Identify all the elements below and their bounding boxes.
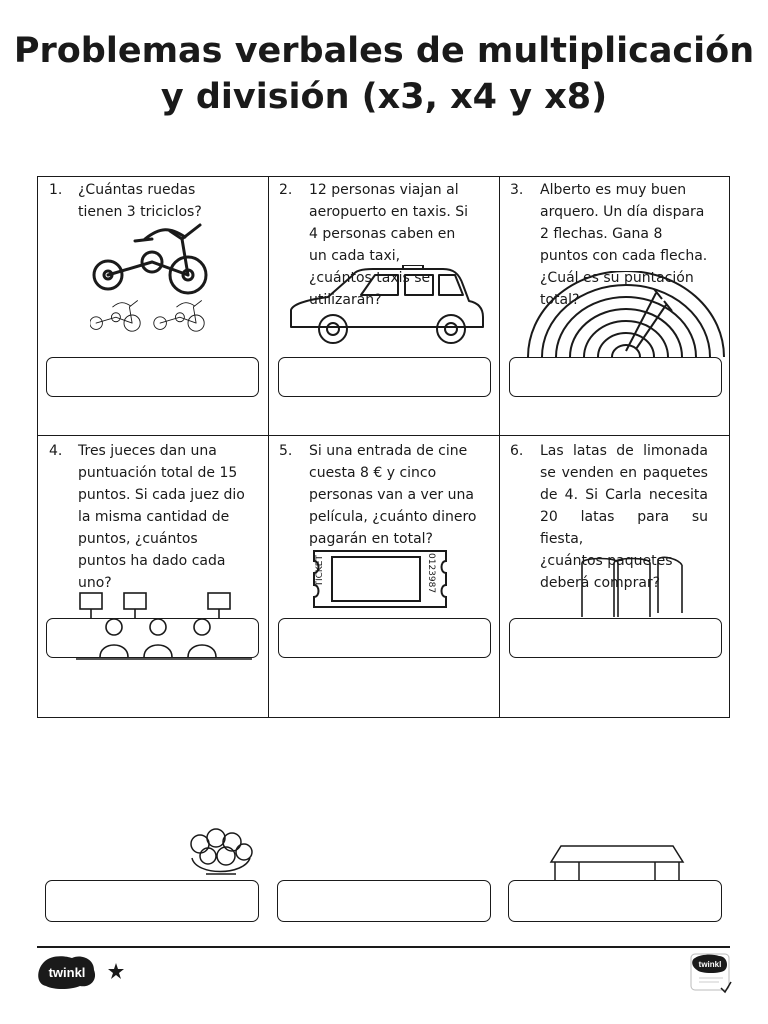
- question-6-word: Carla: [605, 487, 642, 503]
- star-icon: [108, 963, 124, 979]
- question-6-line-2: [540, 462, 708, 484]
- ticket-serial: 0123987: [426, 553, 436, 594]
- answer-box-1[interactable]: [46, 357, 259, 397]
- title-line-2: y división (x3, x4 y x8): [160, 77, 608, 117]
- quality-badge-icon: [689, 952, 733, 994]
- answer-box-7[interactable]: [45, 880, 259, 922]
- question-6-number: 6.: [510, 443, 524, 459]
- grid-divider-h: [38, 435, 729, 436]
- ticket-word: TICKET: [315, 555, 325, 587]
- grid-divider-v1: [268, 177, 269, 717]
- question-2-number: 2.: [279, 182, 293, 198]
- lemonade-cans-icon: [578, 555, 688, 619]
- twinkl-logo: [36, 954, 98, 990]
- answer-box-5[interactable]: [278, 618, 491, 658]
- archery-target-icon: [526, 271, 726, 359]
- grid-divider-v2: [499, 177, 500, 717]
- question-6-word: de: [540, 487, 558, 503]
- question-3-text: Alberto es muy buen arquero. Un día dispara 2 flechas. Gana 8 puntos con cada flecha. ¿Cuál es su puntación total?: [540, 182, 708, 308]
- answer-box-3[interactable]: [509, 357, 722, 397]
- question-6-word: 4.: [564, 487, 579, 503]
- answer-box-6[interactable]: [509, 618, 722, 658]
- problem-grid: [37, 176, 730, 718]
- question-5-number: 5.: [279, 443, 293, 459]
- question-6-word: Las: [540, 443, 564, 459]
- question-6-word: 20: [540, 509, 558, 525]
- question-6-word: necesita: [648, 487, 708, 503]
- question-1-number: 1.: [49, 182, 63, 198]
- question-5-text: Si una entrada de cine cuesta 8 € y cinco personas van a ver una película, ¿cuánto dinero pagarán en total?: [309, 443, 477, 547]
- question-6-word: para: [637, 509, 670, 525]
- question-6-word: venden: [561, 465, 614, 481]
- question-6-word: de: [616, 443, 634, 459]
- badge-logo-text: twinkl: [698, 960, 722, 969]
- answer-box-9[interactable]: [508, 880, 722, 922]
- answer-box-2[interactable]: [278, 357, 491, 397]
- table-icon: [549, 844, 685, 880]
- question-6-word: en: [619, 465, 638, 481]
- answer-box-8[interactable]: [277, 880, 491, 922]
- question-3-number: 3.: [510, 182, 524, 198]
- taxi-icon: [283, 265, 488, 355]
- tricycle-icon: [90, 217, 230, 347]
- answer-box-4[interactable]: [46, 618, 259, 658]
- question-6-line-4: [540, 506, 708, 528]
- footer-divider: [37, 946, 730, 948]
- question-6-word: limonada: [643, 443, 708, 459]
- question-6-word: paquetes: [642, 465, 708, 481]
- twinkl-logo-text: twinkl: [48, 965, 86, 980]
- question-6-word: se: [540, 465, 556, 481]
- question-1-text: ¿Cuántas ruedas tienen 3 triciclos?: [78, 182, 202, 220]
- question-6-text: Las latas de limonada se venden en paquetes de 4. Si Carla necesita 20 latas para su fiesta, ¿cuántos paquetes deberá comprar?: [540, 440, 708, 594]
- question-4-number: 4.: [49, 443, 63, 459]
- bowl-icon: [186, 826, 256, 880]
- question-6-word: Si: [585, 487, 598, 503]
- question-6-line-3: [540, 484, 708, 506]
- page-title: [0, 28, 768, 120]
- question-6-word: latas: [573, 443, 607, 459]
- question-2-text: 12 personas viajan al aeropuerto en taxis. Si 4 personas caben en un cada taxi, ¿cuántos taxis se utilizarán?: [309, 182, 468, 308]
- question-4-text: Tres jueces dan una puntuación total de 15 puntos. Si cada juez dio la misma cantidad de puntos, ¿cuántos puntos ha dado cada uno?: [78, 443, 245, 591]
- question-6-word: su: [691, 509, 708, 525]
- question-6-word: latas: [580, 509, 615, 525]
- title-line-1: Problemas verbales de multiplicación: [13, 31, 755, 71]
- question-6-line-1: [540, 440, 708, 462]
